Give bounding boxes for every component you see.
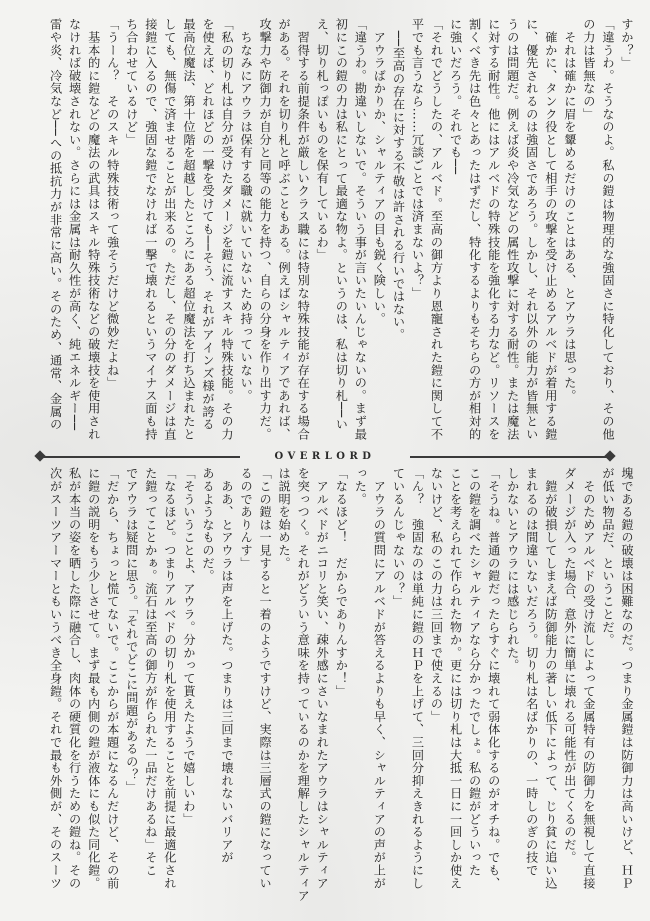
text-line: 確かに、タンク役として相手の攻撃を受け止めるアルベドが着用する鎧: [543, 18, 558, 441]
text-line: に対する耐性。他にはアルベドの特殊技能を強化する力など。リソースを: [486, 18, 501, 441]
text-line: 雷や炎、冷気など──への抵抗力が非常に高い。そのため、通常、金属の: [48, 18, 63, 431]
text-line: え、切り札っぽいものを保有しているわ」: [315, 18, 330, 262]
text-line: 割くべき先は色々とあったはずだし、特化するよりもそちらの方が相対的: [467, 18, 482, 441]
top-text-block: [16, 18, 636, 446]
text-line: るのでありんす」: [239, 467, 254, 570]
text-line: でアウラは疑問に思う。「それでどこに問題があるの？」: [124, 467, 139, 794]
text-line: ──至高の存在に対する不敬は許される行いではない。: [391, 18, 406, 342]
text-line: ないけど、私のこの力は三回まで使えるの」: [429, 467, 444, 723]
text-line: 最高位魔法、第十位階を超越したところにある超位魔法を打ち込まれたと: [181, 18, 196, 441]
text-line: 「そうね。普通の鎧だったらすぐに壊れて弱体化するのがオチね。でも、: [486, 467, 501, 890]
text-line: 「そういうことよ、アウラ。分かって貰えたようで嬉しいわ」: [181, 467, 196, 826]
text-line: 私が本当の姿を晒した際に融合し、肉体の硬質化を行うための鎧ね。その: [67, 467, 82, 890]
text-line: に、優先されるのは強固さであろう。しかし、それ以外の能力が皆無とい: [524, 18, 539, 441]
text-line: 「違うわ。そうなのよ。私の鎧は物理的な強固さに特化しており、その他: [600, 18, 615, 441]
text-line: 「だから、ちょっと慌てないで。ここからが本題になるんだけど、その前: [105, 467, 120, 890]
text-line: そのためアルベドの受け流しによって金属特有の防御力を無視して直接: [581, 467, 596, 890]
text-line: 接鎧に入るので、強固な鎧でなければ一撃で壊れるというマイナス面も持: [143, 18, 158, 441]
text-line: ああ、とアウラは声を上げた。つまりは三回まで壊れないバリアが: [220, 467, 235, 864]
text-line: アウラばかりか、シャルティアの目も鋭く険しい。: [372, 18, 387, 326]
text-line: アウラの質問にアルベドが答えるよりも早く、シャルティアの声が上が: [372, 467, 387, 890]
text-line: うのは問題だ。例えば炎や冷気などの属性攻撃に対する耐性。または魔法: [505, 18, 520, 441]
section-divider: [36, 448, 614, 466]
text-line: すか？」: [620, 18, 634, 70]
text-line: を使えば、どれほどの一撃を受けても──そう、それがアインズ様が誇る: [200, 18, 215, 431]
text-line: 「なるほど。つまりアルベドの切り札を使用することを前提に最適化され: [162, 467, 177, 890]
text-line: なければ破壊されない。さらには金属は耐久性が高く、純エネルギー──: [67, 18, 82, 431]
text-line: がある。それを切り札と呼ぶこともある。例えばシャルティアであれば、: [277, 18, 292, 441]
text-line: それは確かに眉を顰めるだけのことはある、とアウラは思った。: [562, 18, 577, 402]
text-line: まれるのは間違いないだろう。切り札は名ばかりの、一時しのぎの技で: [524, 467, 539, 877]
text-line: 「ん？ 強固なのは単純に鎧のＨＰを上げて、三回分抑えきれるようにし: [410, 467, 425, 890]
text-line: 「違うわ。勘違いしないで。そういう事が言いたいんじゃないの。まず最: [353, 18, 368, 441]
text-line: 基本的に鎧などの魔法の武具はスキル特殊技術などの破壊技を使用され: [86, 18, 101, 441]
text-line: の力は皆無なの」: [581, 18, 596, 121]
bottom-text-block: [16, 467, 636, 903]
text-line: を突っつく。それがどういう意味を持っているのかを理解したシャルティア: [296, 467, 311, 903]
text-line: 塊である鎧の破壊は困難なのだ。つまり金属鎧は防御力は高いけど、ＨＰ: [620, 467, 634, 890]
text-line: った。: [353, 467, 368, 506]
text-line: 初にこの鎧の力は私にとって最適な物よ。というのは、私は切り札──い: [334, 18, 349, 431]
text-line: 攻撃力や防御力が自分と同等の能力を持つ、自らの分身を作り出す力だ。: [258, 18, 273, 441]
text-line: 「この鎧は一見すると一着のようですけど、実際は三層式の鎧になってい: [258, 467, 273, 890]
text-line: ことを考えられて作られた物か。更には切り札は大抵一日に一回しか使え: [448, 467, 463, 890]
text-line: ち合わせているけど」: [124, 18, 139, 146]
text-line: ちなみにアウラは保有する職に就いていないため持っていない。: [239, 18, 254, 402]
text-line: 「うーん？ そのスキル特殊技術って強そうだけど微妙だよね」: [105, 18, 120, 390]
divider-rule-right: [410, 456, 610, 458]
text-line: は説明を始めた。: [277, 467, 292, 570]
text-line: た鎧ってことかぁ。流石は至高の御方が作られた一品だけあるね」そこ: [143, 467, 158, 877]
text-line: この鎧を調べたシャルティアなら分かったでしょ。私の鎧がどういった: [467, 467, 482, 877]
text-line: が低い物品だ、ということだ。: [600, 467, 615, 647]
text-line: に強いだろう。それでも──: [448, 18, 463, 175]
text-line: に鎧の説明をもう少しさせて。まず最も内側の鎧が液体にも似た同化鎧。: [86, 467, 101, 890]
text-line: ているんじゃないの？」: [391, 467, 406, 608]
text-line: しても、無傷で済ませることが出来るの。ただし、その分のダメージは直: [162, 18, 177, 441]
text-line: 習得する前提条件が厳しいクラス職には特別な特殊技能が存在する場合: [296, 18, 311, 441]
text-line: あるようなものだ。: [200, 467, 215, 583]
text-line: アルベドがニコリと笑い、疎外感にさいなまれたアウラはシャルティア: [315, 467, 330, 890]
text-line: 「それでどうしたの、アルベド。至高の御方より恩寵された鎧に関して不: [429, 18, 444, 441]
text-line: 鎧が破損してしまえば防御能力の著しい低下によって、じり貧に追い込: [543, 467, 558, 890]
text-line: ダメージが入った場合、意外に簡単に壊れる可能性が出てくるのだ。: [562, 467, 577, 864]
text-line: 平でも言うなら……冗談ごとでは済まないよ？」: [410, 18, 425, 300]
text-line: 「私の切り札は自分が受けたダメージを鎧に流すスキル特殊技能。その力: [220, 18, 235, 441]
divider-title: OVERLORD: [274, 451, 376, 462]
text-line: 「なるほど！ だからでありんすか！」: [334, 467, 349, 698]
text-line: 次がスーツアーマーともいうべき全身鎧。それで最も外側が、そのスーツ: [48, 467, 63, 890]
text-line: しかないとアウラには感じられた。: [505, 467, 520, 672]
